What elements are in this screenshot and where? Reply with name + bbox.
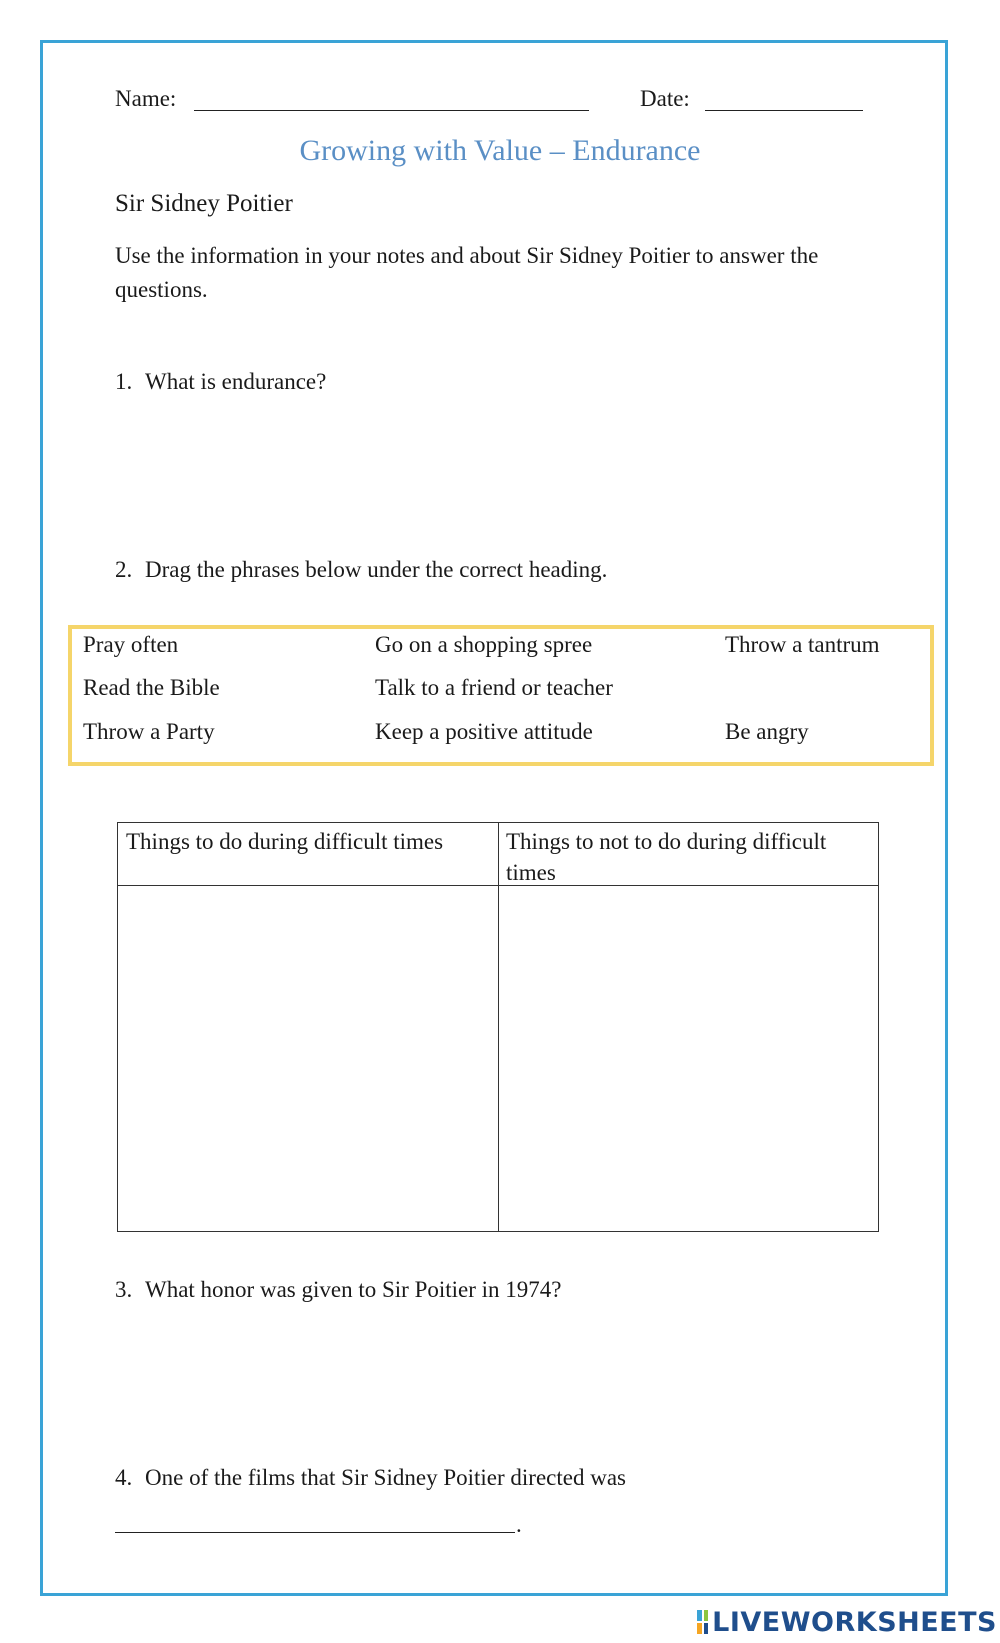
phrase-throw-tantrum[interactable]: Throw a tantrum (725, 632, 880, 657)
question-text: One of the films that Sir Sidney Poitier directed was (145, 1465, 626, 1490)
phrase-talk-to-friend[interactable]: Talk to a friend or teacher (375, 675, 613, 700)
instructions: Use the information in your notes and about Sir Sidney Poitier to answer the questions. (115, 243, 819, 302)
question-3 (115, 1277, 562, 1303)
liveworksheets-logo (697, 1605, 997, 1639)
column-heading-not-do: Things to not to do during difficult times (506, 829, 827, 885)
question-4 (115, 1465, 626, 1491)
subtitle: Sir Sidney Poitier (115, 190, 293, 217)
column-heading-do: Things to do during difficult times (126, 829, 444, 854)
logo-icon (697, 1610, 708, 1634)
date-field[interactable] (705, 110, 863, 111)
question-1 (115, 369, 326, 395)
question-number: 2. (115, 557, 133, 582)
phrase-be-angry[interactable]: Be angry (725, 719, 809, 744)
answer-1-field[interactable] (115, 405, 875, 525)
question-number: 3. (115, 1277, 133, 1302)
phrase-pray-often[interactable]: Pray often (83, 632, 179, 657)
question-number: 1. (115, 369, 133, 394)
name-field[interactable] (194, 110, 589, 111)
phrase-throw-party[interactable]: Throw a Party (83, 719, 215, 744)
question-2 (115, 557, 607, 583)
question-text: What is endurance? (145, 369, 327, 394)
drop-zone-do[interactable] (119, 887, 497, 1231)
phrase-shopping-spree[interactable]: Go on a shopping spree (375, 632, 593, 657)
logo-text: LIVEWORKSHEETS (712, 1606, 997, 1638)
name-label: Name: (115, 86, 177, 111)
sort-table (117, 822, 879, 1232)
page-title: Growing with Value – Endurance (299, 134, 701, 167)
question-number: 4. (115, 1465, 133, 1490)
question-text: Drag the phrases below under the correct heading. (145, 557, 608, 582)
question-text: What honor was given to Sir Poitier in 1974? (145, 1277, 562, 1302)
phrase-read-bible[interactable]: Read the Bible (83, 675, 220, 700)
answer-4-period: . (516, 1512, 522, 1537)
answer-3-field[interactable] (115, 1315, 875, 1425)
phrase-positive-attitude[interactable]: Keep a positive attitude (375, 719, 593, 744)
date-label: Date: (640, 86, 690, 111)
answer-4-field[interactable] (115, 1532, 515, 1533)
drop-zone-not-do[interactable] (500, 887, 878, 1231)
